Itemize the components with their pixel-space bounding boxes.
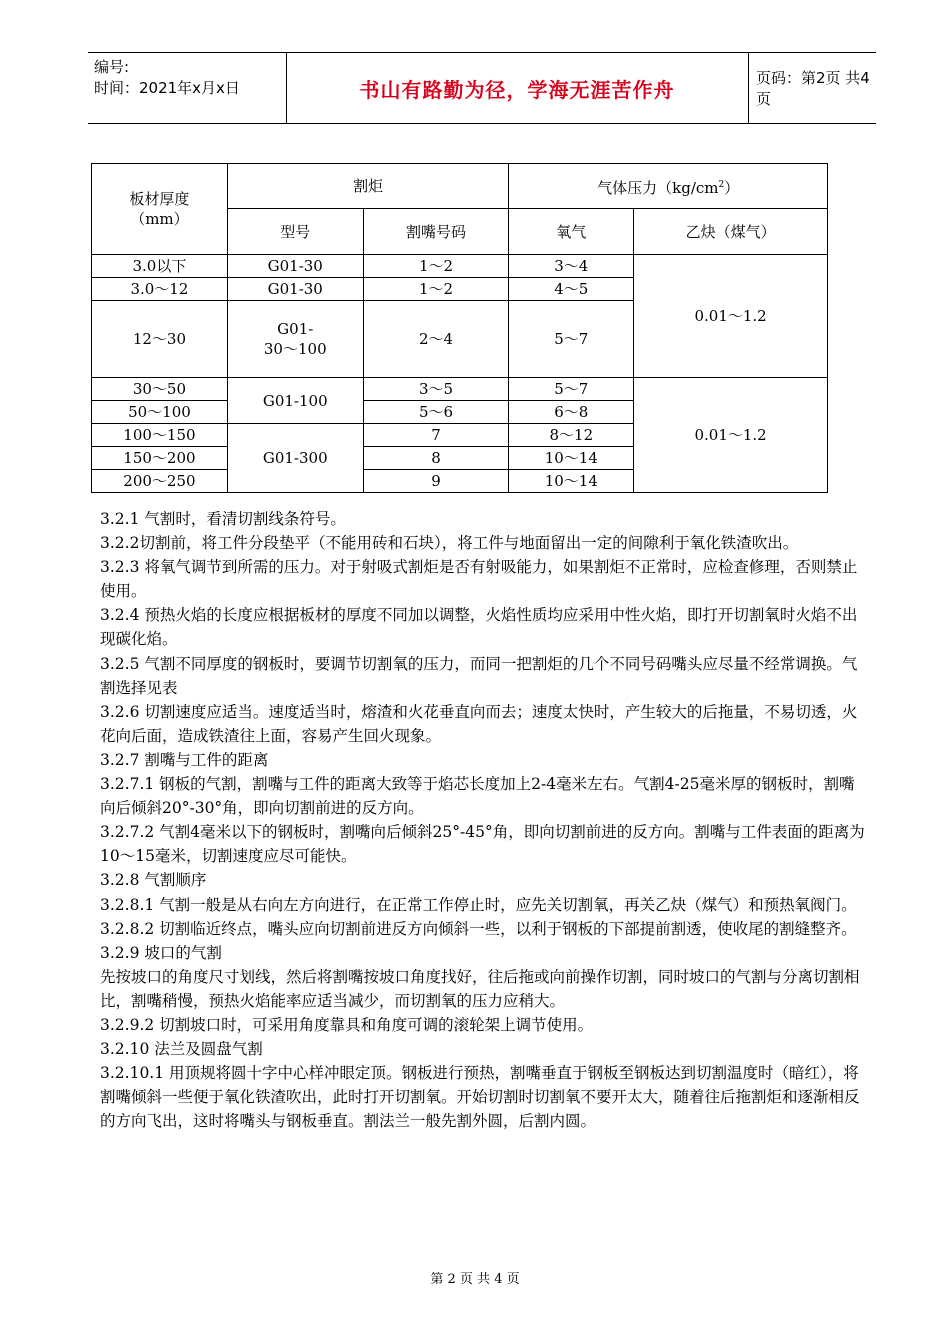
doc-number-label: 编号: — [94, 58, 130, 76]
paragraph: 3.2.6 切割速度应适当。速度适当时，熔渣和火花垂直向而去；速度太快时，产生较大的后拖量，不易切透，火花向后面，造成铁渣往上面，容易产生回火现象。 — [100, 702, 858, 745]
paragraph: 先按坡口的角度尺寸划线，然后将割嘴按坡口角度找好，往后拖或向前操作切割，同时坡口的气割与分离切割相比，割嘴稍慢，预热火焰能率应适当减少，而切割氧的压力应稍大。 — [100, 967, 860, 1010]
header-nozzle: 割嘴号码 — [363, 209, 509, 255]
header-thickness: 板材厚度 （mm） — [92, 164, 228, 255]
paragraph: 3.2.7.2 气割4毫米以下的钢板时，割嘴向后倾斜25°-45°角，即向切割前进的反方向。割嘴与工件表面的距离为10～15毫米，切割速度应尽可能快。 — [100, 823, 865, 866]
header-model: 型号 — [227, 209, 363, 255]
table-row: 3.0以下 G01-30 1～2 3～4 0.01～1.2 — [92, 255, 828, 278]
paragraph: 3.2.7 割嘴与工件的距离 — [100, 750, 269, 769]
header-page-number: 页码：第2页 共4页 — [756, 69, 870, 108]
paragraph: 3.2.2切割前，将工件分段垫平（不能用砖和石块），将工件与地面留出一定的间隙利于氧化铁渣吹出。 — [100, 534, 799, 553]
header-acetylene: 乙炔（煤气） — [634, 209, 828, 255]
paragraph: 3.2.3 将氧气调节到所需的压力。对于射吸式割炬是否有射吸能力，如果割炬不正常时，应检查修理，否则禁止使用。 — [100, 558, 858, 601]
paragraph: 3.2.10.1 用顶规将圆十字中心样冲眼定顶。钢板进行预热，割嘴垂直于钢板至钢板达到切割温度时（暗红），将割嘴倾斜一些便于氧化铁渣吹出，此时打开切割氧。开始切割时切割氧不要开太大，随着往后拖割炬和逐渐相反的方向飞出，这时将嘴头与钢板垂直。割法兰一般先割外圆，后割内圆。 — [100, 1064, 860, 1131]
paragraph: 3.2.4 预热火焰的长度应根据板材的厚度不同加以调整，火焰性质均应采用中性火焰，即打开切割氧时火焰不出现碳化焰。 — [100, 606, 858, 649]
table-row: 200～250 9 10～14 — [92, 470, 828, 493]
paragraph: 3.2.1 气割时，看清切割线条符号。 — [100, 510, 346, 528]
acetylene-pressure-group-2: 0.01～1.2 — [634, 378, 828, 493]
body-text — [100, 507, 865, 1133]
paragraph: 3.2.9.2 切割坡口时，可采用角度靠具和角度可调的滚轮架上调节使用。 — [100, 1015, 594, 1034]
page-footer: 第 2 页 共 4 页 — [430, 1272, 520, 1287]
table-row: 30～50 G01-100 3～5 5～7 0.01～1.2 — [92, 378, 828, 401]
header-divider — [748, 53, 749, 123]
acetylene-pressure-group-1: 0.01～1.2 — [634, 255, 828, 378]
page-header — [88, 52, 876, 124]
paragraph: 3.2.7.1 钢板的气割，割嘴与工件的距离大致等于焰芯长度加上2-4毫米左右。气割4-25毫米厚的钢板时，割嘴向后倾斜20°-30°角，即向切割前进的反方向。 — [100, 775, 855, 818]
header-oxygen: 氧气 — [509, 209, 634, 255]
header-meta — [94, 57, 284, 99]
header-gas-pressure: 气体压力$(kg/cm^2)$ — [509, 164, 828, 209]
table-row: 12～30 G01- 30～100 2～4 5～7 — [92, 301, 828, 378]
header-torch: 割炬 — [227, 164, 509, 209]
doc-time-label: 时间：2021年x月x日 — [94, 79, 240, 97]
cutting-parameter-table — [91, 163, 828, 493]
paragraph: 3.2.8 气割顺序 — [100, 871, 207, 890]
table-row: 150～200 8 10～14 — [92, 447, 828, 470]
header-motto: 书山有路勤为径，学海无涯苦作舟 — [359, 77, 675, 102]
paragraph: 3.2.8.2 切割临近终点，嘴头应向切割前进反方向倾斜一些，以利于钢板的下部提前割透，使收尾的割缝整齐。 — [100, 919, 857, 938]
paragraph: 3.2.9 坡口的气割 — [100, 943, 222, 962]
paragraph: 3.2.5 气割不同厚度的钢板时，要调节切割氧的压力，而同一把割炬的几个不同号码嘴头应尽量不经常调换。气割选择见表 — [100, 654, 858, 697]
table-row: 50～100 5～6 6～8 — [92, 401, 828, 424]
table-row: 3.0～12 G01-30 1～2 4～5 — [92, 278, 828, 301]
paragraph: 3.2.8.1 气割一般是从右向左方向进行，在正常工作停止时，应先关切割氧，再关乙炔（煤气）和预热氧阀门。 — [100, 895, 857, 914]
table-row: 100～150 G01-300 7 8～12 — [92, 424, 828, 447]
paragraph: 3.2.10 法兰及圆盘气割 — [100, 1040, 263, 1059]
